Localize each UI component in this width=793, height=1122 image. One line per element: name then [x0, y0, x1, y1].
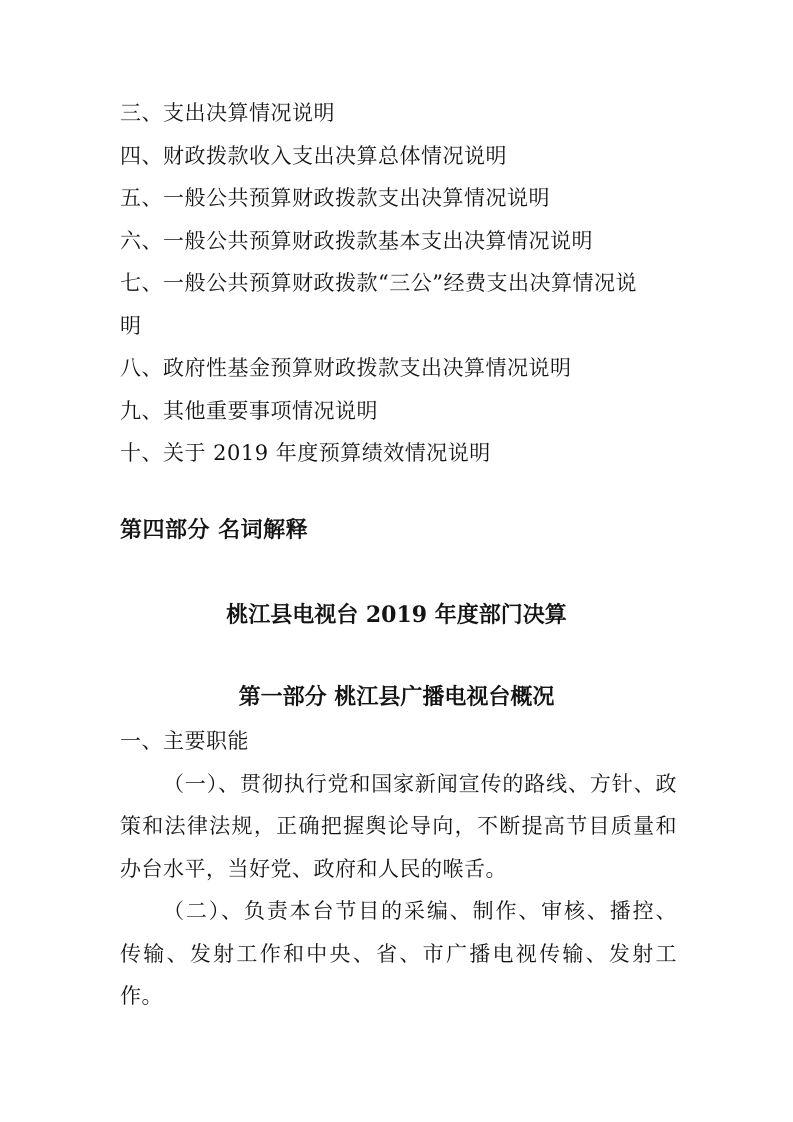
functions-heading: 一、主要职能 [120, 729, 249, 753]
paragraph-1-line-1: （一）、贯彻执行党和国家新闻宣传的路线、方针、政 [163, 771, 677, 796]
part-one-heading: 第一部分 桃江县广播电视台概况 [238, 684, 555, 710]
paragraph-2-line-1: （二）、负责本台节目的采编、制作、审核、播控、 [163, 899, 677, 923]
toc-item-3: 三、支出决算情况说明 [120, 101, 335, 125]
toc-item-9: 九、其他重要事项情况说明 [120, 398, 378, 423]
toc-item-10: 十、关于 2019 年度预算绩效情况说明 [120, 441, 491, 465]
paragraph-1-line-3: 办台水平，当好党、政府和人民的喉舌。 [120, 856, 507, 881]
section-four-heading: 第四部分 名词解释 [120, 517, 309, 543]
toc-item-7: 七、一般公共预算财政拨款“三公”经费支出决算情况说 [120, 271, 637, 295]
paragraph-1-line-2: 策和法律法规，正确把握舆论导向，不断提高节目质量和 [120, 814, 677, 838]
toc-item-7-continuation: 明 [120, 313, 142, 338]
document-body [120, 720, 677, 1018]
paragraph-2-line-2: 传输、发射工作和中央、省、市广播电视传输、发射工 [120, 941, 677, 966]
report-title: 桃江县电视台 2019 年度部门决算 [226, 602, 567, 628]
toc-item-8: 八、政府性基金预算财政拨款支出决算情况说明 [120, 356, 572, 380]
toc-item-6: 六、一般公共预算财政拨款基本支出决算情况说明 [120, 228, 593, 253]
toc-item-4: 四、财政拨款收入支出决算总体情况说明 [120, 143, 507, 168]
table-of-contents [120, 92, 677, 475]
toc-item-5: 五、一般公共预算财政拨款支出决算情况说明 [120, 186, 550, 210]
paragraph-2-line-3: 作。 [120, 984, 163, 1008]
